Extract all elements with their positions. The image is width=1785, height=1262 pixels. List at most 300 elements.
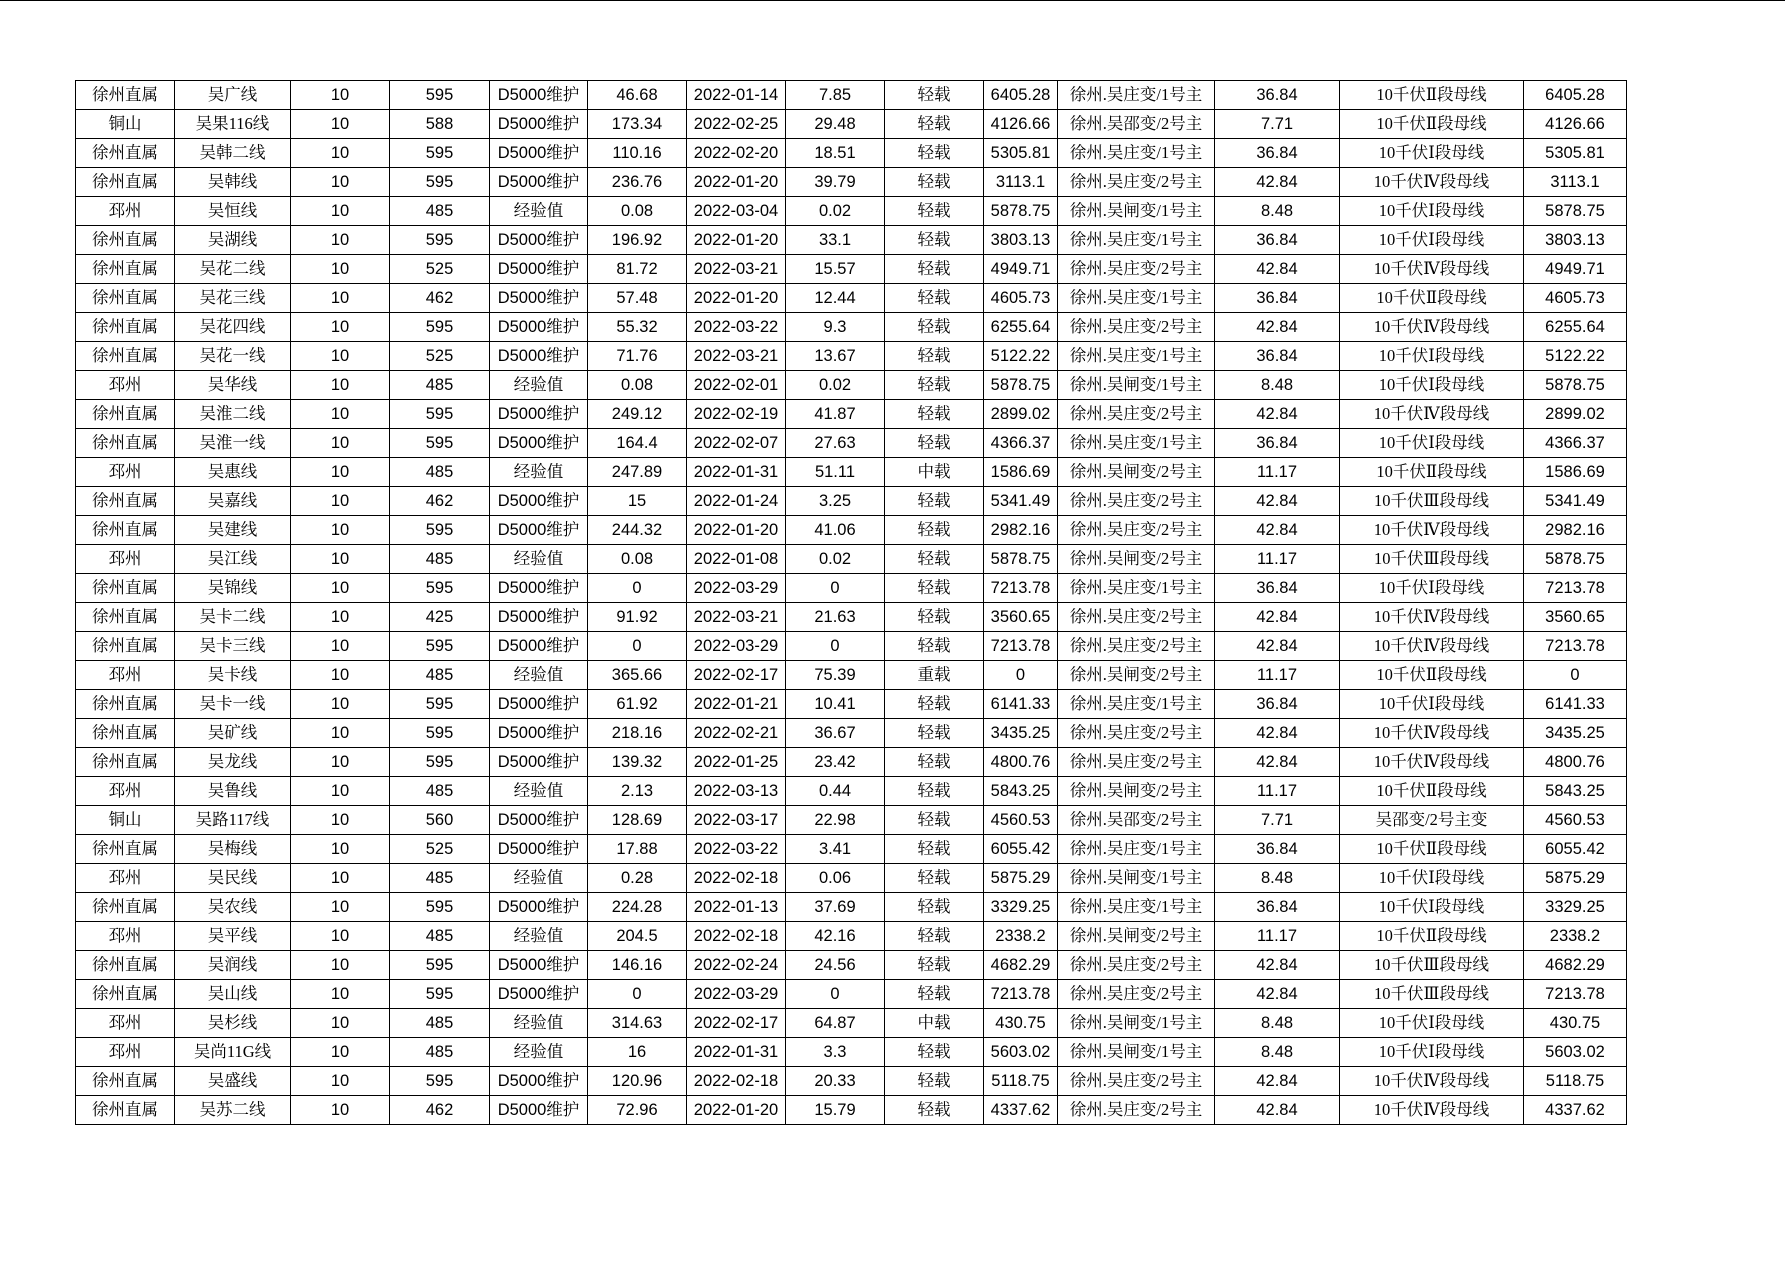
cell-load-status: 轻载 — [885, 226, 984, 255]
cell-rated-current: 485 — [390, 458, 490, 487]
cell-transformer: 徐州.吴庄变/1号主 — [1058, 835, 1215, 864]
cell-date: 2022-02-17 — [687, 661, 786, 690]
page-top-rule — [0, 0, 1785, 1]
cell-current: 164.4 — [588, 429, 687, 458]
table-row — [76, 516, 1627, 545]
cell-current: 128.69 — [588, 806, 687, 835]
cell-load-status: 轻载 — [885, 980, 984, 1009]
cell-current: 57.48 — [588, 284, 687, 313]
cell-capacity: 4949.71 — [1524, 255, 1627, 284]
table-row — [76, 1038, 1627, 1067]
table-row — [76, 603, 1627, 632]
cell-rated-current: 462 — [390, 284, 490, 313]
cell-busbar: 10千伏Ⅲ段母线 — [1340, 487, 1524, 516]
cell-unit: 徐州直属 — [76, 1096, 175, 1125]
cell-source: D5000维护 — [490, 690, 588, 719]
cell-transformer: 徐州.吴庄变/1号主 — [1058, 284, 1215, 313]
cell-transformer-rate: 42.84 — [1215, 719, 1340, 748]
cell-line-name: 吴卡一线 — [175, 690, 291, 719]
cell-load-rate: 27.63 — [786, 429, 885, 458]
cell-transformer: 徐州.吴闸变/1号主 — [1058, 371, 1215, 400]
cell-current: 247.89 — [588, 458, 687, 487]
cell-current: 314.63 — [588, 1009, 687, 1038]
cell-date: 2022-01-25 — [687, 748, 786, 777]
table-row — [76, 458, 1627, 487]
cell-unit: 徐州直属 — [76, 168, 175, 197]
cell-rated-current: 595 — [390, 690, 490, 719]
cell-capacity: 6405.28 — [1524, 81, 1627, 110]
cell-load-rate: 10.41 — [786, 690, 885, 719]
cell-busbar: 10千伏Ⅳ段母线 — [1340, 603, 1524, 632]
cell-date: 2022-02-25 — [687, 110, 786, 139]
cell-rated-current: 595 — [390, 139, 490, 168]
cell-transformer-rate: 11.17 — [1215, 922, 1340, 951]
cell-rated-current: 595 — [390, 719, 490, 748]
cell-line-name: 吴尚11G线 — [175, 1038, 291, 1067]
cell-source: 经验值 — [490, 777, 588, 806]
cell-busbar: 10千伏Ⅰ段母线 — [1340, 1038, 1524, 1067]
cell-load-status: 轻载 — [885, 1096, 984, 1125]
cell-unit: 徐州直属 — [76, 690, 175, 719]
cell-capacity: 1586.69 — [1524, 458, 1627, 487]
cell-unit: 铜山 — [76, 110, 175, 139]
cell-busbar: 10千伏Ⅳ段母线 — [1340, 168, 1524, 197]
cell-rated-current: 595 — [390, 951, 490, 980]
cell-transformer: 徐州.吴邵变/2号主 — [1058, 806, 1215, 835]
cell-date: 2022-02-01 — [687, 371, 786, 400]
cell-line-name: 吴花一线 — [175, 342, 291, 371]
cell-line-name: 吴鲁线 — [175, 777, 291, 806]
cell-load-rate: 41.87 — [786, 400, 885, 429]
cell-date: 2022-03-21 — [687, 342, 786, 371]
cell-unit: 邳州 — [76, 197, 175, 226]
cell-unit: 邳州 — [76, 458, 175, 487]
cell-load-rate: 9.3 — [786, 313, 885, 342]
cell-load-status: 轻载 — [885, 1067, 984, 1096]
cell-load-rate: 39.79 — [786, 168, 885, 197]
cell-transformer: 徐州.吴庄变/1号主 — [1058, 893, 1215, 922]
cell-transformer-rate: 42.84 — [1215, 1067, 1340, 1096]
cell-current: 139.32 — [588, 748, 687, 777]
cell-voltage: 10 — [291, 110, 390, 139]
cell-current: 72.96 — [588, 1096, 687, 1125]
cell-load-status: 轻载 — [885, 574, 984, 603]
cell-current: 0.08 — [588, 545, 687, 574]
cell-line-name: 吴苏二线 — [175, 1096, 291, 1125]
cell-current: 173.34 — [588, 110, 687, 139]
cell-available-capacity: 5878.75 — [984, 197, 1058, 226]
cell-unit: 徐州直属 — [76, 951, 175, 980]
cell-unit: 徐州直属 — [76, 487, 175, 516]
cell-unit: 徐州直属 — [76, 835, 175, 864]
cell-transformer: 徐州.吴闸变/2号主 — [1058, 922, 1215, 951]
cell-voltage: 10 — [291, 516, 390, 545]
cell-available-capacity: 6141.33 — [984, 690, 1058, 719]
cell-source: D5000维护 — [490, 342, 588, 371]
cell-unit: 徐州直属 — [76, 719, 175, 748]
cell-capacity: 5305.81 — [1524, 139, 1627, 168]
cell-transformer-rate: 7.71 — [1215, 110, 1340, 139]
table-row — [76, 661, 1627, 690]
cell-busbar: 10千伏Ⅱ段母线 — [1340, 284, 1524, 313]
cell-busbar: 10千伏Ⅱ段母线 — [1340, 110, 1524, 139]
cell-load-status: 轻载 — [885, 516, 984, 545]
cell-transformer: 徐州.吴庄变/2号主 — [1058, 951, 1215, 980]
cell-current: 0 — [588, 632, 687, 661]
cell-voltage: 10 — [291, 487, 390, 516]
table-row — [76, 81, 1627, 110]
cell-line-name: 吴湖线 — [175, 226, 291, 255]
cell-busbar: 10千伏Ⅰ段母线 — [1340, 429, 1524, 458]
cell-load-rate: 20.33 — [786, 1067, 885, 1096]
cell-capacity: 3803.13 — [1524, 226, 1627, 255]
cell-capacity: 7213.78 — [1524, 632, 1627, 661]
cell-line-name: 吴建线 — [175, 516, 291, 545]
cell-transformer: 徐州.吴闸变/2号主 — [1058, 777, 1215, 806]
cell-load-rate: 0.02 — [786, 545, 885, 574]
cell-date: 2022-03-22 — [687, 835, 786, 864]
table-row — [76, 139, 1627, 168]
cell-busbar: 10千伏Ⅳ段母线 — [1340, 719, 1524, 748]
cell-voltage: 10 — [291, 342, 390, 371]
cell-busbar: 10千伏Ⅰ段母线 — [1340, 197, 1524, 226]
cell-current: 204.5 — [588, 922, 687, 951]
cell-available-capacity: 5122.22 — [984, 342, 1058, 371]
table-row — [76, 980, 1627, 1009]
cell-line-name: 吴果116线 — [175, 110, 291, 139]
cell-transformer-rate: 42.84 — [1215, 487, 1340, 516]
cell-voltage: 10 — [291, 980, 390, 1009]
cell-transformer: 徐州.吴庄变/2号主 — [1058, 400, 1215, 429]
cell-transformer-rate: 36.84 — [1215, 342, 1340, 371]
cell-transformer: 徐州.吴庄变/1号主 — [1058, 574, 1215, 603]
cell-load-status: 轻载 — [885, 487, 984, 516]
cell-available-capacity: 2982.16 — [984, 516, 1058, 545]
cell-load-rate: 29.48 — [786, 110, 885, 139]
cell-load-rate: 3.41 — [786, 835, 885, 864]
cell-available-capacity: 4800.76 — [984, 748, 1058, 777]
cell-capacity: 5878.75 — [1524, 197, 1627, 226]
cell-source: D5000维护 — [490, 429, 588, 458]
cell-capacity: 7213.78 — [1524, 980, 1627, 1009]
cell-voltage: 10 — [291, 284, 390, 313]
cell-line-name: 吴韩二线 — [175, 139, 291, 168]
cell-line-name: 吴花四线 — [175, 313, 291, 342]
cell-date: 2022-01-08 — [687, 545, 786, 574]
cell-capacity: 5878.75 — [1524, 371, 1627, 400]
cell-source: D5000维护 — [490, 1067, 588, 1096]
cell-source: D5000维护 — [490, 951, 588, 980]
cell-capacity: 2899.02 — [1524, 400, 1627, 429]
table-row — [76, 835, 1627, 864]
cell-rated-current: 595 — [390, 516, 490, 545]
cell-voltage: 10 — [291, 226, 390, 255]
cell-date: 2022-02-21 — [687, 719, 786, 748]
cell-voltage: 10 — [291, 690, 390, 719]
cell-date: 2022-01-20 — [687, 168, 786, 197]
cell-available-capacity: 5305.81 — [984, 139, 1058, 168]
cell-unit: 徐州直属 — [76, 226, 175, 255]
cell-busbar: 10千伏Ⅳ段母线 — [1340, 1096, 1524, 1125]
table-row — [76, 893, 1627, 922]
cell-transformer-rate: 8.48 — [1215, 1038, 1340, 1067]
cell-load-status: 轻载 — [885, 313, 984, 342]
cell-load-status: 轻载 — [885, 951, 984, 980]
cell-unit: 徐州直属 — [76, 255, 175, 284]
cell-line-name: 吴矿线 — [175, 719, 291, 748]
cell-capacity: 5843.25 — [1524, 777, 1627, 806]
cell-transformer-rate: 36.84 — [1215, 690, 1340, 719]
cell-load-status: 轻载 — [885, 893, 984, 922]
cell-voltage: 10 — [291, 400, 390, 429]
cell-load-status: 轻载 — [885, 922, 984, 951]
cell-transformer: 徐州.吴庄变/2号主 — [1058, 516, 1215, 545]
cell-voltage: 10 — [291, 81, 390, 110]
cell-load-status: 轻载 — [885, 342, 984, 371]
cell-transformer: 徐州.吴庄变/1号主 — [1058, 342, 1215, 371]
cell-transformer-rate: 42.84 — [1215, 516, 1340, 545]
cell-current: 16 — [588, 1038, 687, 1067]
cell-source: 经验值 — [490, 458, 588, 487]
cell-available-capacity: 0 — [984, 661, 1058, 690]
cell-source: 经验值 — [490, 864, 588, 893]
cell-load-status: 轻载 — [885, 632, 984, 661]
cell-voltage: 10 — [291, 313, 390, 342]
cell-load-rate: 15.57 — [786, 255, 885, 284]
cell-available-capacity: 4126.66 — [984, 110, 1058, 139]
cell-busbar: 10千伏Ⅰ段母线 — [1340, 1009, 1524, 1038]
cell-rated-current: 588 — [390, 110, 490, 139]
cell-source: 经验值 — [490, 371, 588, 400]
cell-available-capacity: 6255.64 — [984, 313, 1058, 342]
cell-voltage: 10 — [291, 197, 390, 226]
cell-load-rate: 64.87 — [786, 1009, 885, 1038]
cell-current: 110.16 — [588, 139, 687, 168]
cell-date: 2022-03-29 — [687, 632, 786, 661]
cell-voltage: 10 — [291, 545, 390, 574]
cell-available-capacity: 3113.1 — [984, 168, 1058, 197]
cell-date: 2022-01-13 — [687, 893, 786, 922]
cell-available-capacity: 2899.02 — [984, 400, 1058, 429]
cell-current: 71.76 — [588, 342, 687, 371]
cell-busbar: 10千伏Ⅰ段母线 — [1340, 893, 1524, 922]
cell-load-status: 轻载 — [885, 400, 984, 429]
table-row — [76, 313, 1627, 342]
cell-load-rate: 21.63 — [786, 603, 885, 632]
cell-rated-current: 485 — [390, 1038, 490, 1067]
cell-date: 2022-02-18 — [687, 1067, 786, 1096]
cell-unit: 徐州直属 — [76, 313, 175, 342]
cell-date: 2022-01-20 — [687, 284, 786, 313]
cell-current: 120.96 — [588, 1067, 687, 1096]
cell-transformer-rate: 42.84 — [1215, 255, 1340, 284]
cell-voltage: 10 — [291, 922, 390, 951]
cell-unit: 徐州直属 — [76, 81, 175, 110]
cell-transformer-rate: 11.17 — [1215, 777, 1340, 806]
cell-load-rate: 42.16 — [786, 922, 885, 951]
cell-current: 249.12 — [588, 400, 687, 429]
cell-unit: 邳州 — [76, 864, 175, 893]
cell-transformer: 徐州.吴闸变/1号主 — [1058, 864, 1215, 893]
cell-rated-current: 425 — [390, 603, 490, 632]
cell-rated-current: 525 — [390, 835, 490, 864]
cell-transformer-rate: 42.84 — [1215, 400, 1340, 429]
cell-available-capacity: 5603.02 — [984, 1038, 1058, 1067]
cell-rated-current: 595 — [390, 893, 490, 922]
cell-capacity: 4560.53 — [1524, 806, 1627, 835]
cell-unit: 徐州直属 — [76, 516, 175, 545]
cell-transformer-rate: 36.84 — [1215, 284, 1340, 313]
cell-source: D5000维护 — [490, 487, 588, 516]
cell-available-capacity: 3329.25 — [984, 893, 1058, 922]
cell-transformer-rate: 8.48 — [1215, 197, 1340, 226]
cell-available-capacity: 5843.25 — [984, 777, 1058, 806]
table-row — [76, 864, 1627, 893]
cell-unit: 邳州 — [76, 922, 175, 951]
cell-transformer-rate: 42.84 — [1215, 980, 1340, 1009]
cell-capacity: 4366.37 — [1524, 429, 1627, 458]
cell-voltage: 10 — [291, 632, 390, 661]
cell-busbar: 10千伏Ⅳ段母线 — [1340, 516, 1524, 545]
cell-voltage: 10 — [291, 139, 390, 168]
cell-unit: 邳州 — [76, 1009, 175, 1038]
table-row — [76, 487, 1627, 516]
cell-line-name: 吴梅线 — [175, 835, 291, 864]
cell-transformer: 徐州.吴庄变/2号主 — [1058, 313, 1215, 342]
cell-rated-current: 485 — [390, 864, 490, 893]
cell-line-name: 吴淮二线 — [175, 400, 291, 429]
cell-rated-current: 485 — [390, 1009, 490, 1038]
cell-unit: 徐州直属 — [76, 632, 175, 661]
cell-transformer-rate: 42.84 — [1215, 951, 1340, 980]
cell-load-status: 轻载 — [885, 835, 984, 864]
cell-transformer-rate: 8.48 — [1215, 371, 1340, 400]
cell-source: D5000维护 — [490, 1096, 588, 1125]
cell-transformer: 徐州.吴庄变/1号主 — [1058, 226, 1215, 255]
cell-load-rate: 24.56 — [786, 951, 885, 980]
cell-unit: 徐州直属 — [76, 139, 175, 168]
cell-line-name: 吴龙线 — [175, 748, 291, 777]
cell-current: 146.16 — [588, 951, 687, 980]
cell-load-rate: 23.42 — [786, 748, 885, 777]
cell-load-status: 轻载 — [885, 168, 984, 197]
cell-voltage: 10 — [291, 574, 390, 603]
cell-line-name: 吴路117线 — [175, 806, 291, 835]
cell-load-rate: 0.06 — [786, 864, 885, 893]
cell-line-name: 吴广线 — [175, 81, 291, 110]
cell-rated-current: 485 — [390, 922, 490, 951]
cell-voltage: 10 — [291, 458, 390, 487]
table-row — [76, 748, 1627, 777]
cell-voltage: 10 — [291, 429, 390, 458]
cell-rated-current: 462 — [390, 1096, 490, 1125]
cell-busbar: 10千伏Ⅱ段母线 — [1340, 922, 1524, 951]
cell-source: D5000维护 — [490, 893, 588, 922]
cell-transformer-rate: 8.48 — [1215, 1009, 1340, 1038]
cell-current: 55.32 — [588, 313, 687, 342]
cell-transformer: 徐州.吴闸变/2号主 — [1058, 661, 1215, 690]
table-row — [76, 632, 1627, 661]
cell-line-name: 吴杉线 — [175, 1009, 291, 1038]
cell-source: D5000维护 — [490, 400, 588, 429]
cell-source: 经验值 — [490, 1009, 588, 1038]
cell-source: D5000维护 — [490, 835, 588, 864]
cell-line-name: 吴嘉线 — [175, 487, 291, 516]
cell-transformer: 徐州.吴闸变/2号主 — [1058, 545, 1215, 574]
cell-voltage: 10 — [291, 1038, 390, 1067]
cell-date: 2022-01-20 — [687, 1096, 786, 1125]
cell-rated-current: 485 — [390, 661, 490, 690]
cell-busbar: 10千伏Ⅳ段母线 — [1340, 400, 1524, 429]
cell-transformer: 徐州.吴庄变/2号主 — [1058, 255, 1215, 284]
cell-capacity: 3113.1 — [1524, 168, 1627, 197]
cell-transformer-rate: 42.84 — [1215, 1096, 1340, 1125]
cell-available-capacity: 2338.2 — [984, 922, 1058, 951]
cell-date: 2022-01-20 — [687, 516, 786, 545]
table-row — [76, 284, 1627, 313]
cell-date: 2022-03-21 — [687, 603, 786, 632]
cell-load-rate: 36.67 — [786, 719, 885, 748]
cell-transformer-rate: 42.84 — [1215, 313, 1340, 342]
cell-load-status: 中载 — [885, 1009, 984, 1038]
cell-rated-current: 485 — [390, 545, 490, 574]
cell-voltage: 10 — [291, 893, 390, 922]
cell-current: 2.13 — [588, 777, 687, 806]
cell-line-name: 吴惠线 — [175, 458, 291, 487]
cell-transformer: 徐州.吴庄变/1号主 — [1058, 429, 1215, 458]
cell-load-status: 中载 — [885, 458, 984, 487]
cell-transformer: 徐州.吴闸变/2号主 — [1058, 458, 1215, 487]
cell-load-rate: 0.02 — [786, 197, 885, 226]
cell-unit: 徐州直属 — [76, 1067, 175, 1096]
cell-source: 经验值 — [490, 545, 588, 574]
cell-rated-current: 595 — [390, 574, 490, 603]
cell-date: 2022-01-20 — [687, 226, 786, 255]
table-row — [76, 1096, 1627, 1125]
cell-current: 218.16 — [588, 719, 687, 748]
cell-available-capacity: 5875.29 — [984, 864, 1058, 893]
cell-date: 2022-02-17 — [687, 1009, 786, 1038]
cell-source: D5000维护 — [490, 81, 588, 110]
cell-load-rate: 22.98 — [786, 806, 885, 835]
cell-transformer-rate: 8.48 — [1215, 864, 1340, 893]
cell-current: 244.32 — [588, 516, 687, 545]
cell-capacity: 4800.76 — [1524, 748, 1627, 777]
cell-busbar: 10千伏Ⅱ段母线 — [1340, 81, 1524, 110]
cell-rated-current: 595 — [390, 168, 490, 197]
cell-capacity: 7213.78 — [1524, 574, 1627, 603]
cell-line-name: 吴润线 — [175, 951, 291, 980]
cell-current: 224.28 — [588, 893, 687, 922]
cell-source: D5000维护 — [490, 110, 588, 139]
cell-current: 81.72 — [588, 255, 687, 284]
cell-current: 91.92 — [588, 603, 687, 632]
cell-available-capacity: 5878.75 — [984, 371, 1058, 400]
cell-unit: 徐州直属 — [76, 342, 175, 371]
cell-transformer: 徐州.吴闸变/1号主 — [1058, 1038, 1215, 1067]
cell-line-name: 吴淮一线 — [175, 429, 291, 458]
cell-load-rate: 3.3 — [786, 1038, 885, 1067]
cell-date: 2022-03-13 — [687, 777, 786, 806]
cell-busbar: 10千伏Ⅰ段母线 — [1340, 226, 1524, 255]
cell-transformer: 徐州.吴邵变/2号主 — [1058, 110, 1215, 139]
cell-busbar: 10千伏Ⅰ段母线 — [1340, 864, 1524, 893]
cell-available-capacity: 3560.65 — [984, 603, 1058, 632]
cell-line-name: 吴花二线 — [175, 255, 291, 284]
cell-transformer: 徐州.吴庄变/2号主 — [1058, 748, 1215, 777]
cell-rated-current: 462 — [390, 487, 490, 516]
cell-transformer: 徐州.吴庄变/2号主 — [1058, 168, 1215, 197]
